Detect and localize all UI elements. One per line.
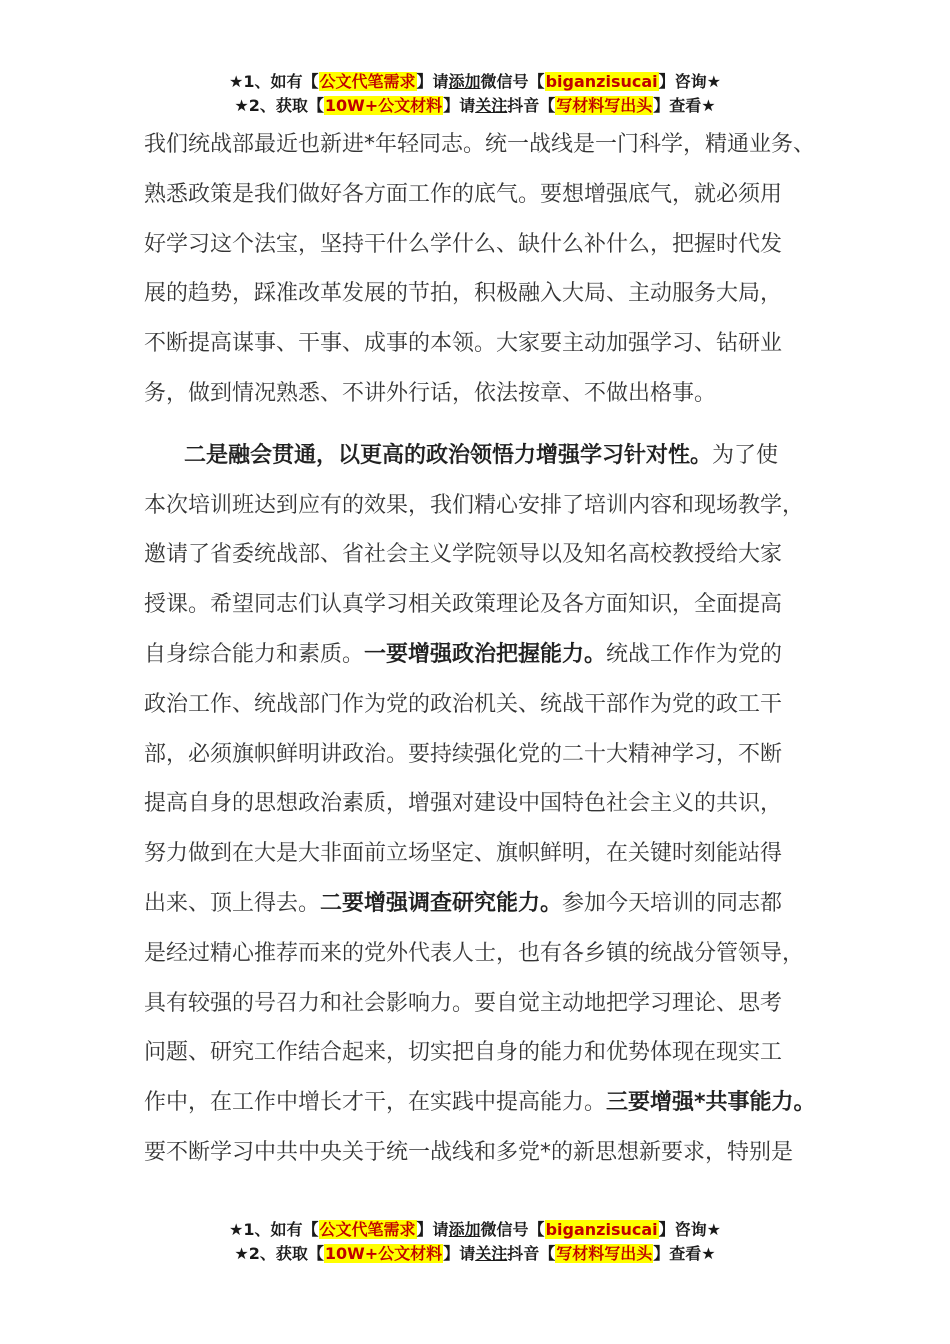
- paragraph2-line: 部，必须旗帜鲜明讲政治。要持续强化党的二十大精神学习，不断: [144, 741, 783, 767]
- banner-douyin-id: 写材料写出头: [556, 1244, 653, 1263]
- paragraph1-line: 我们统战部最近也新进*年轻同志。统一战线是一门科学，精通业务、: [144, 132, 816, 157]
- banner-text: 】请: [443, 96, 476, 115]
- banner-highlight: 10W+公文材料: [324, 1244, 443, 1263]
- banner-underlined: 添加: [448, 1220, 481, 1239]
- banner-line-2: [0, 94, 950, 118]
- banner-text: 】咨询★: [658, 1220, 721, 1239]
- banner-wechat-id: biganzisucai: [545, 72, 658, 91]
- banner-text: 】查看★: [653, 96, 716, 115]
- banner-highlight: 公文代笔需求: [319, 72, 416, 91]
- banner-text: 】请: [443, 1244, 476, 1263]
- banner-text: 微信号【: [480, 1220, 545, 1239]
- paragraph2-line: 二是融会贯通，以更高的政治领悟力增强学习针对性。为了使: [184, 442, 779, 468]
- paragraph1-line: 务，做到情况熟悉、不讲外行话，依法按章、不做出格事。: [144, 380, 717, 406]
- subheading: 三要增强*共事能力。: [606, 1090, 816, 1116]
- banner-text: 抖音【: [507, 1244, 556, 1263]
- banner-underlined: 关注: [475, 1244, 508, 1263]
- paragraph1-line: 好学习这个法宝，坚持干什么学什么、缺什么补什么，把握时代发: [144, 231, 783, 257]
- banner-douyin-id: 写材料写出头: [556, 96, 653, 115]
- paragraph1-line: 展的趋势，踩准改革发展的节拍，积极融入大局、主动服务大局，: [144, 281, 783, 307]
- paragraph2-line: 是经过精心推荐而来的党外代表人士，也有各乡镇的统战分管领导，: [144, 940, 805, 966]
- banner-highlight: 10W+公文材料: [324, 96, 443, 115]
- section-heading: 二是融会贯通，以更高的政治领悟力增强学习针对性。: [184, 442, 713, 468]
- banner-text: ★2、获取【: [234, 96, 324, 115]
- banner-text: 】查看★: [653, 1244, 716, 1263]
- paragraph2-line: 授课。希望同志们认真学习相关政策理论及各方面知识，全面提高: [144, 592, 783, 618]
- paragraph2-line: 出来、顶上得去。二要增强调查研究能力。参加今天培训的同志都: [144, 890, 783, 916]
- paragraph1-line: 熟悉政策是我们做好各方面工作的底气。要想增强底气，就必须用: [144, 181, 783, 207]
- subheading: 二要增强调查研究能力。: [320, 890, 563, 916]
- paragraph2-line: 本次培训班达到应有的效果，我们精心安排了培训内容和现场教学，: [144, 492, 805, 518]
- banner-underlined: 添加: [448, 72, 481, 91]
- banner-text: ★2、获取【: [234, 1244, 324, 1263]
- banner-line-1: [0, 1218, 950, 1242]
- paragraph1-line: 不断提高谋事、干事、成事的本领。大家要主动加强学习、钻研业: [144, 331, 783, 357]
- document-body: [144, 120, 834, 1178]
- paragraph2-line: 政治工作、统战部门作为党的政治机关、统战干部作为党的政工干: [144, 691, 783, 717]
- paragraph-gap: [144, 419, 834, 431]
- paragraph2-line: 问题、研究工作结合起来，切实把自身的能力和优势体现在现实工: [144, 1040, 783, 1066]
- subheading: 一要增强政治把握能力。: [364, 641, 607, 667]
- banner-text: 抖音【: [507, 96, 556, 115]
- paragraph2-line: 具有较强的号召力和社会影响力。要自觉主动地把学习理论、思考: [144, 990, 783, 1016]
- banner-text: 】请: [416, 72, 449, 91]
- paragraph2-line: 努力做到在大是大非面前立场坚定、旗帜鲜明，在关键时刻能站得: [144, 841, 783, 867]
- paragraph2-line: 作中，在工作中增长才干，在实践中提高能力。三要增强*共事能力。: [144, 1090, 816, 1116]
- header-banner: [0, 70, 950, 118]
- banner-text: ★1、如有【: [229, 72, 319, 91]
- banner-line-1: [0, 70, 950, 94]
- banner-text: 】请: [416, 1220, 449, 1239]
- banner-wechat-id: biganzisucai: [545, 1220, 658, 1239]
- banner-highlight: 公文代笔需求: [319, 1220, 416, 1239]
- footer-banner: [0, 1218, 950, 1266]
- paragraph2-line: 邀请了省委统战部、省社会主义学院领导以及知名高校教授给大家: [144, 542, 783, 568]
- paragraph2-line: 提高自身的思想政治素质，增强对建设中国特色社会主义的共识，: [144, 791, 783, 817]
- paragraph2-line: 自身综合能力和素质。一要增强政治把握能力。统战工作作为党的: [144, 641, 783, 667]
- banner-underlined: 关注: [475, 96, 508, 115]
- banner-text: ★1、如有【: [229, 1220, 319, 1239]
- banner-text: 】咨询★: [658, 72, 721, 91]
- banner-text: 微信号【: [480, 72, 545, 91]
- paragraph2-line: 要不断学习中共中央关于统一战线和多党*的新思想新要求，特别是: [144, 1139, 794, 1165]
- banner-line-2: [0, 1242, 950, 1266]
